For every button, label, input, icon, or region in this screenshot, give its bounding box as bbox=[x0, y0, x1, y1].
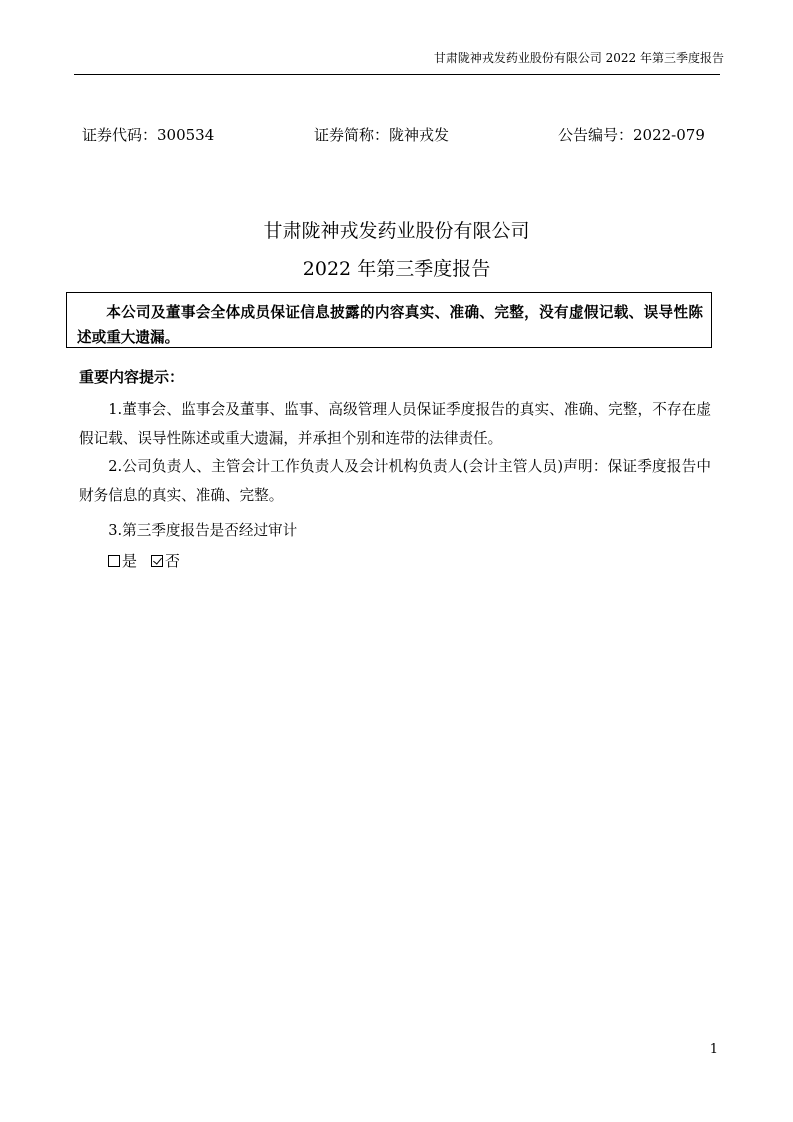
checkbox-no-label: 否 bbox=[165, 552, 181, 570]
running-header: 甘肃陇神戎发药业股份有限公司 2022 年第三季度报告 bbox=[433, 51, 724, 65]
important-item-3 bbox=[79, 516, 711, 545]
notice-text: 本公司及董事会全体成员保证信息披露的内容真实、准确、完整，没有虚假记载、误导性陈述或重大遗漏。 bbox=[77, 304, 703, 346]
important-item-2-text: 2.公司负责人、主管会计工作负责人及会计机构负责人(会计主管人员)声明：保证季度报告中财务信息的真实、准确、完整。 bbox=[79, 458, 711, 504]
important-item-1-text: 1.董事会、监事会及董事、监事、高级管理人员保证季度报告的真实、准确、完整，不存在虚假记载、误导性陈述或重大遗漏，并承担个别和连带的法律责任。 bbox=[79, 401, 711, 447]
company-title: 甘肃陇神戎发药业股份有限公司 bbox=[263, 220, 530, 242]
important-label: 重要内容提示： bbox=[79, 368, 185, 386]
checkbox-yes[interactable] bbox=[108, 555, 120, 567]
page-number: 1 bbox=[709, 1042, 718, 1057]
report-title: 2022 年第三季度报告 bbox=[302, 258, 491, 280]
announcement-number: 公告编号：2022-079 bbox=[558, 126, 705, 144]
checkbox-no[interactable] bbox=[151, 555, 163, 567]
important-item-3-text: 3.第三季度报告是否经过审计 bbox=[108, 522, 298, 539]
important-item-1 bbox=[79, 395, 711, 453]
stock-code: 证券代码：300534 bbox=[82, 126, 215, 144]
notice-box bbox=[66, 292, 712, 348]
checkbox-yes-label: 是 bbox=[122, 552, 138, 570]
audit-choice bbox=[108, 550, 180, 571]
header-rule bbox=[74, 74, 720, 75]
stock-abbreviation: 证券简称：陇神戎发 bbox=[314, 126, 450, 144]
important-item-2 bbox=[79, 452, 711, 510]
